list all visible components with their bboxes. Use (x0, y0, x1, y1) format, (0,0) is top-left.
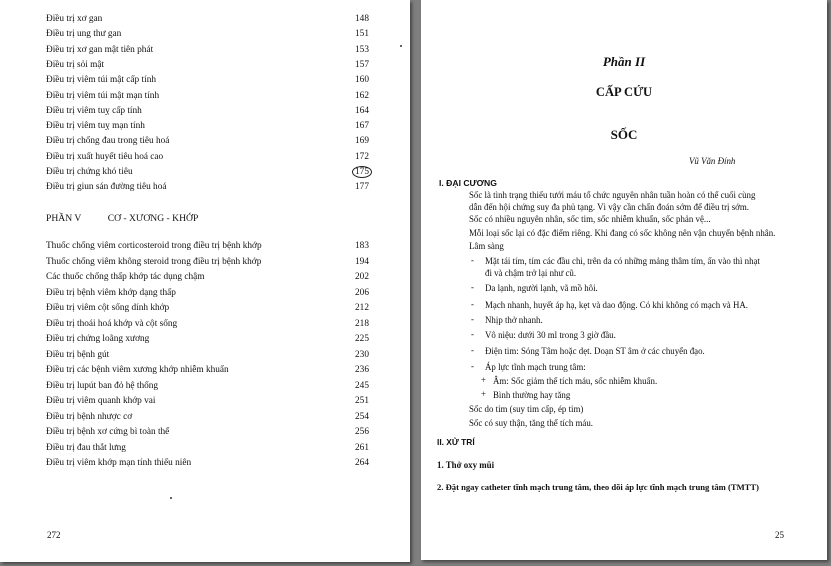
toc-page-number: 206 (355, 287, 369, 298)
paragraph-line: Sốc có suy thận, tăng thể tích máu. (469, 418, 593, 428)
toc-page-number: 236 (355, 365, 369, 375)
toc-entry (46, 394, 376, 408)
bullet-dash: - (471, 361, 474, 371)
toc-entry (46, 73, 376, 87)
paragraph-line: Sốc là tình trạng thiếu tưới máu tổ chức nguyên nhân tuần hoàn có thể cuối cùng (469, 190, 756, 200)
toc-page-number: 225 (355, 334, 369, 344)
toc-entry (46, 150, 376, 164)
toc-entry-page (348, 286, 376, 300)
toc-page-number: 245 (355, 380, 369, 391)
toc-entry-title: Điều trị viêm quanh khớp vai (46, 396, 156, 406)
toc-entry-title: Điều trị chứng loãng xương (46, 334, 150, 344)
clinical-label: Lâm sàng (469, 241, 504, 251)
toc-entry-page (348, 239, 376, 253)
toc-entry-title: Điều trị xuất huyết tiêu hoá cao (46, 151, 164, 162)
toc-page-number: 157 (355, 59, 369, 70)
bullet-dash: - (471, 255, 474, 265)
toc-entry (46, 332, 376, 346)
toc-entry-page (348, 255, 376, 269)
sub-bullet-text: Âm: Sốc giảm thể tích máu, sốc nhiễm khuẩn. (493, 376, 658, 386)
toc-page-number: 212 (355, 303, 369, 313)
toc-entry-page (348, 317, 376, 331)
toc-entry-page (348, 394, 376, 408)
toc-page-number: 183 (355, 241, 369, 251)
toc-page-number: 256 (355, 427, 369, 437)
author: Vũ Văn Đính (689, 156, 736, 166)
toc-entry (46, 89, 376, 103)
toc-page-number: 172 (355, 151, 369, 162)
toc-entry-page (348, 363, 376, 377)
toc-entry (46, 27, 376, 41)
toc-page-number: 151 (355, 29, 369, 40)
toc-entry-title: Điều trị viêm túi mật mạn tính (46, 90, 160, 101)
paragraph-line: dẫn đến hội chứng suy đa phủ tạng. Vì vậy cần chẩn đoán sớm để điều trị sớm. (469, 202, 749, 212)
toc-page-number: 169 (355, 136, 369, 147)
toc-entry-title: Điều trị bệnh viêm khớp dạng thấp (46, 287, 176, 298)
toc-page-number: 194 (355, 256, 369, 267)
toc-entry-page (348, 12, 376, 26)
toc-page-number: 230 (355, 349, 369, 360)
toc-entry-title: Điều trị bệnh gút (46, 349, 110, 360)
toc-entry (46, 348, 376, 362)
left-page-number: 272 (47, 530, 61, 540)
bullet-text: Điện tim: Sóng Tâm hoặc dẹt. Doạn ST âm ở các chuyển đạo. (485, 346, 705, 356)
bullet-dash: - (471, 314, 474, 324)
toc-page-number: 218 (355, 318, 369, 329)
toc-entry-title: Điều trị các bệnh viêm xương khớp nhiễm khuẩn (46, 365, 229, 375)
toc-entry-page (348, 379, 376, 393)
toc-entry-page (348, 58, 376, 72)
toc-page-number: 164 (355, 105, 369, 116)
toc-entry-title: Điều trị lupút ban đỏ hệ thống (46, 380, 159, 391)
bullet-plus: + (481, 389, 487, 399)
left-page (0, 0, 410, 562)
step-2: 2. Đặt ngay catheter tĩnh mạch trung tâm, theo dõi áp lực tĩnh mạch trung tâm (TMTT) (437, 482, 760, 492)
toc-entry-title: Điều trị đau thắt lưng (46, 442, 126, 453)
bullet-text: Vô niệu: dưới 30 ml trong 3 giờ đầu. (485, 330, 616, 340)
speck-mark (400, 45, 402, 47)
toc-entry-page (348, 165, 376, 179)
bullet-text: Mạch nhanh, huyết áp hạ, kẹt và dao động. Có khi không có mạch và HA. (485, 300, 748, 310)
toc-entry-page (348, 425, 376, 439)
bullet-text: đi và chậm trở lại như cũ. (485, 268, 577, 278)
toc-entry-title: Điều trị viêm tuỵ cấp tính (46, 105, 142, 116)
bullet-text: Mặt tái tím, tím các đầu chi, trên da có những mảng thâm tím, ấn vào thì nhạt (485, 256, 760, 266)
bullet-text: Da lạnh, người lạnh, vã mồ hôi. (485, 283, 598, 293)
paragraph-line: Mỗi loại sốc lại có đặc điểm riêng. Khi đang có sốc không nên vận chuyển bệnh nhân. (469, 228, 776, 238)
toc-page-number: 177 (355, 182, 369, 193)
toc-entry-page (348, 104, 376, 118)
toc-entry-page (348, 332, 376, 346)
toc-entry-page (348, 89, 376, 103)
toc-entry-title: Điều trị giun sán đường tiêu hoá (46, 182, 167, 193)
bullet-text: Nhịp thở nhanh. (485, 315, 543, 325)
part-v-label: PHẦN V (46, 213, 82, 224)
toc-entry-title: Điều trị sỏi mật (46, 59, 105, 70)
toc-page-number: 202 (355, 272, 369, 282)
toc-entry-page (348, 456, 376, 470)
bullet-text: Áp lực tĩnh mạch trung tâm: (485, 362, 586, 372)
toc-entry (46, 43, 376, 57)
paragraph-line: Sốc có nhiều nguyên nhân, sốc tim, sốc nhiễm khuẩn, sốc phản vệ... (469, 214, 711, 224)
toc-entry (46, 119, 376, 133)
toc-entry-title: Điều trị chống đau trong tiêu hoá (46, 136, 170, 147)
toc-entry-title: Thuốc chống viêm corticosteroid trong điều trị bệnh khớp (46, 241, 262, 251)
right-page-number: 25 (775, 530, 784, 540)
toc-entry-title: Điều trị xơ gan mật tiên phát (46, 44, 154, 55)
toc-entry-title: Điều trị viêm tuỵ mạn tính (46, 121, 145, 132)
toc-entry-page (348, 43, 376, 57)
toc-entry (46, 165, 376, 179)
toc-entry-page (348, 410, 376, 424)
toc-entry (46, 363, 376, 377)
toc-entry-page (348, 301, 376, 315)
toc-entry-title: Điều trị viêm khớp mạn tính thiếu niên (46, 458, 192, 468)
toc-entry (46, 239, 376, 253)
toc-entry-title: Điều trị thoái hoá khớp và cột sống (46, 318, 178, 329)
toc-page-number: 153 (355, 44, 369, 55)
paragraph-line: Sốc do tim (suy tim cấp, ép tim) (469, 404, 584, 414)
toc-entry (46, 301, 376, 315)
toc-entry-page (348, 441, 376, 455)
bullet-plus: + (481, 375, 487, 385)
part-title: CẤP CỨU (595, 85, 653, 99)
toc-page-number: 162 (355, 90, 369, 101)
toc-entry (46, 255, 376, 269)
right-page (421, 0, 827, 560)
toc-page-number: 175 (352, 166, 372, 178)
toc-entry (46, 317, 376, 331)
toc-page-number: 264 (355, 458, 369, 468)
toc-entry-title: Điều trị bệnh xơ cứng bì toàn thể (46, 427, 170, 437)
toc-entry-page (348, 134, 376, 148)
toc-entry-page (348, 150, 376, 164)
toc-entry (46, 410, 376, 424)
toc-entry-page (348, 73, 376, 87)
sub-bullet-text: Bình thường hay tăng (493, 390, 571, 400)
toc-entry (46, 180, 376, 194)
toc-entry (46, 12, 376, 26)
toc-page-number: 167 (355, 121, 369, 132)
toc-entry-page (348, 119, 376, 133)
bullet-dash: - (471, 329, 474, 339)
toc-entry (46, 441, 376, 455)
toc-entry-title: Điều trị ung thư gan (46, 29, 122, 40)
toc-page-number: 251 (355, 396, 369, 406)
step-1: 1. Thở oxy mũi (437, 460, 495, 470)
part-v-heading (46, 213, 198, 224)
section-heading-1: I. ĐẠI CƯƠNG (439, 178, 497, 188)
toc-entry-page (348, 27, 376, 41)
toc-page-number: 261 (355, 442, 369, 453)
toc-entry (46, 425, 376, 439)
toc-page-number: 148 (355, 14, 369, 24)
toc-entry (46, 134, 376, 148)
toc-page-number: 254 (355, 411, 369, 422)
toc-entry-title: Các thuốc chống thấp khớp tác dụng chậm (46, 272, 205, 282)
toc-entry-title: Điều trị viêm túi mật cấp tính (46, 75, 156, 86)
toc-entry-title: Điều trị bệnh nhược cơ (46, 411, 133, 422)
section-heading-2: II. XỬ TRÍ (437, 437, 475, 447)
toc-entry (46, 270, 376, 284)
toc-entry-page (348, 180, 376, 194)
toc-entry (46, 104, 376, 118)
toc-entry-title: Điều trị chứng khó tiêu (46, 167, 133, 177)
part-v-title: CƠ - XƯƠNG - KHỚP (107, 213, 199, 224)
toc-entry-page (348, 270, 376, 284)
toc-entry (46, 456, 376, 470)
toc-entry (46, 58, 376, 72)
bullet-dash: - (471, 299, 474, 309)
bullet-dash: - (471, 345, 474, 355)
toc-entry (46, 286, 376, 300)
speck-mark (170, 497, 172, 499)
toc-entry (46, 379, 376, 393)
toc-entry-title: Điều trị xơ gan (46, 14, 103, 24)
toc-page-number: 160 (355, 75, 369, 86)
chapter-title: SỐC (610, 127, 638, 142)
bullet-dash: - (471, 282, 474, 292)
toc-entry-page (348, 348, 376, 362)
part-heading: Phần II (602, 54, 646, 69)
toc-entry-title: Thuốc chống viêm không steroid trong điều trị bệnh khớp (46, 256, 262, 267)
toc-entry-title: Điều trị viêm cột sống dính khớp (46, 303, 170, 313)
